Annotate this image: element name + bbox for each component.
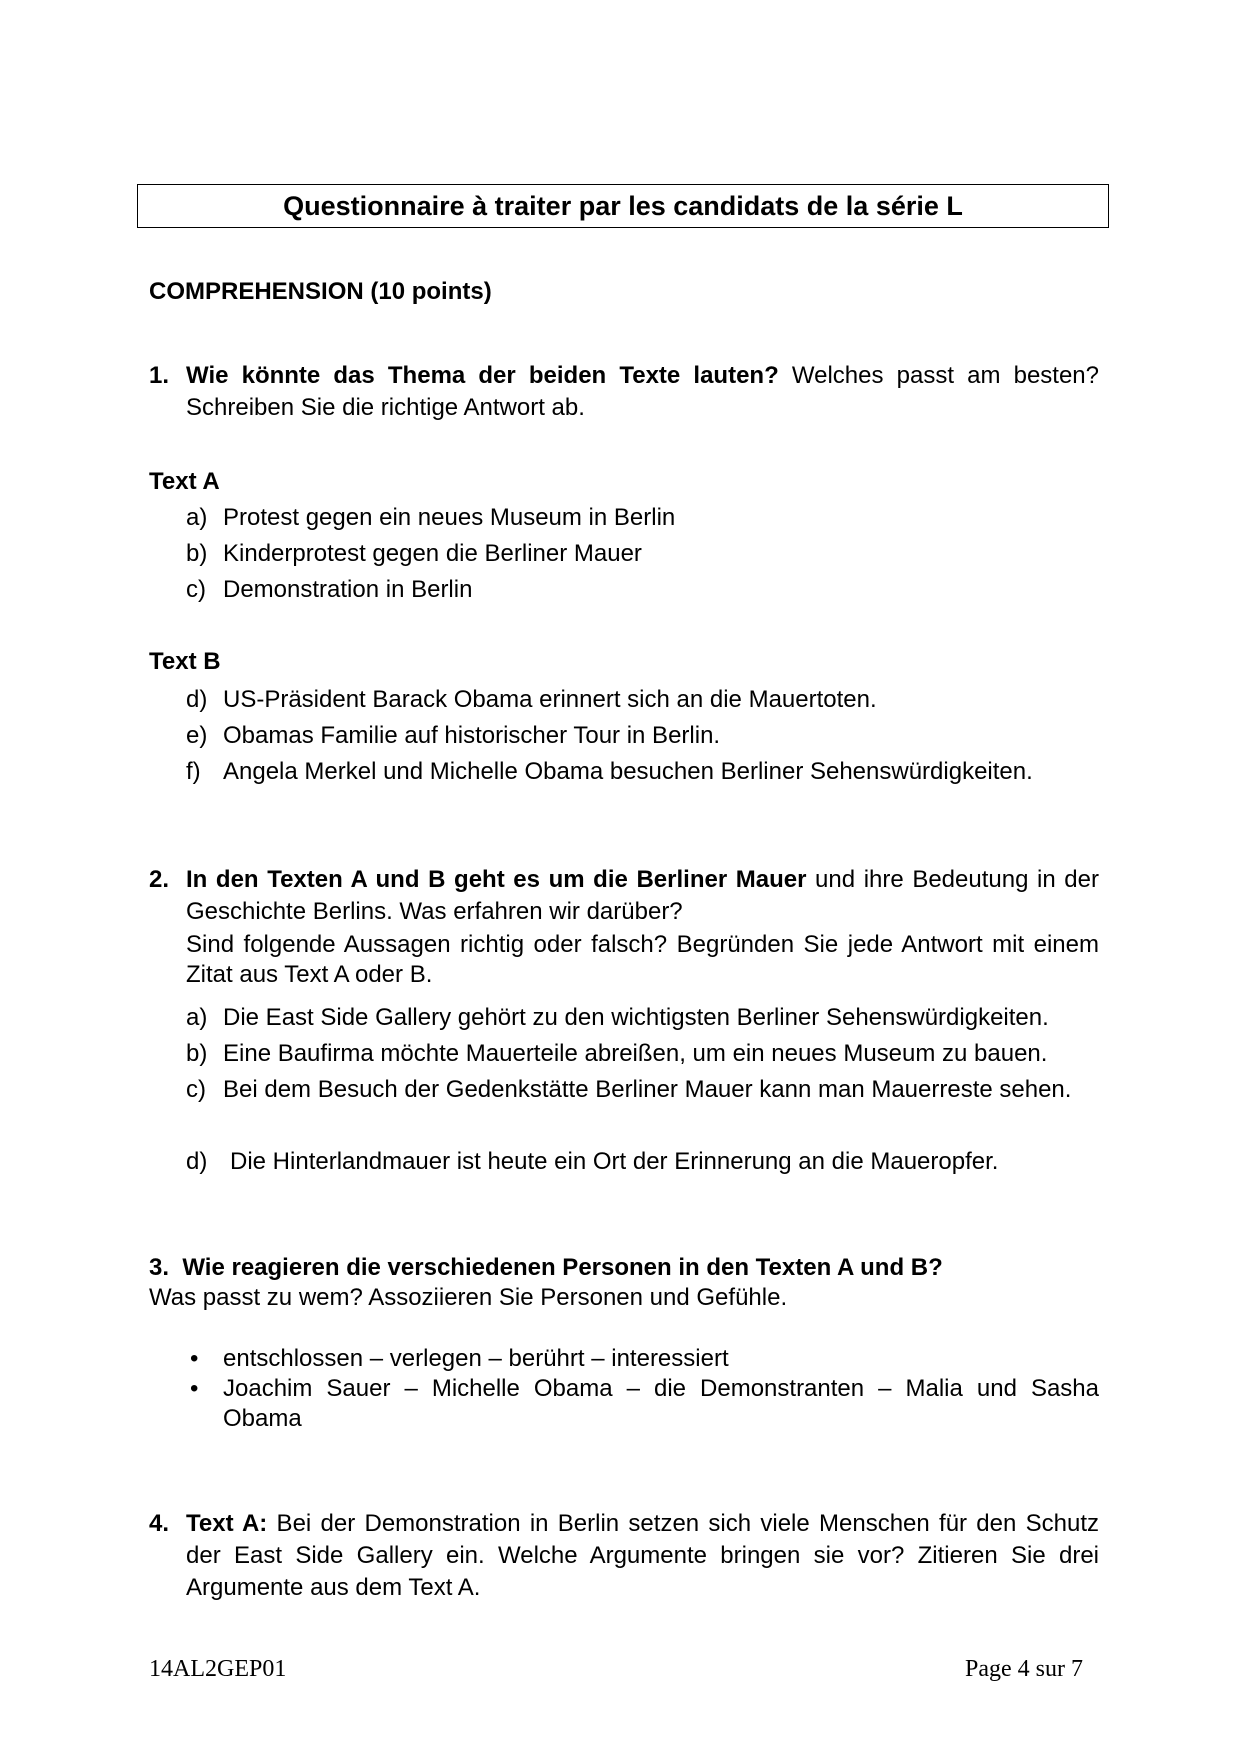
bullet-text: Joachim Sauer – Michelle Obama – die Demonstranten – Malia und Sasha Obama: [223, 1375, 1099, 1432]
option-text: US-Präsident Barack Obama erinnert sich an die Mauertoten.: [223, 686, 877, 713]
question-number: 3.: [149, 1254, 170, 1281]
question-instruction: Sind folgende Aussagen richtig oder falsch? Begründen Sie jede Antwort mit einem Zitat aus Text A oder B.: [186, 931, 1099, 988]
option-label: a): [186, 504, 208, 531]
question-2: [149, 864, 1099, 990]
question-text: und ihre Bedeutung in der Geschichte Berlins. Was erfahren wir darüber?: [186, 866, 1099, 925]
section-heading: COMPREHENSION (10 points): [149, 278, 492, 305]
question-1: [149, 360, 1099, 424]
list-item: [186, 538, 1099, 570]
option-label: b): [186, 1040, 208, 1067]
page-number: Page 4 sur 7: [965, 1656, 1083, 1682]
list-item: [186, 756, 1099, 788]
question-text: Welches passt am besten?: [778, 362, 1100, 389]
option-text: Kinderprotest gegen die Berliner Mauer: [223, 540, 642, 567]
option-text: Obamas Familie auf historischer Tour in Berlin.: [223, 722, 721, 749]
question-4: [149, 1508, 1099, 1604]
list-item: [186, 1344, 1099, 1374]
list-item: [186, 684, 1099, 716]
bullet-text: entschlossen – verlegen – berührt – interessiert: [223, 1345, 729, 1372]
option-text: Protest gegen ein neues Museum in Berlin: [223, 504, 676, 531]
document-code: 14AL2GEP01: [149, 1656, 287, 1682]
question-number: 2.: [149, 866, 170, 893]
bullet-icon: •: [190, 1345, 199, 1372]
question-instruction: Was passt zu wem? Assoziieren Sie Personen und Gefühle.: [149, 1284, 788, 1311]
option-text: Angela Merkel und Michelle Obama besuchen Berliner Sehenswürdigkeiten.: [223, 758, 1033, 785]
option-text: Bei dem Besuch der Gedenkstätte Berliner Mauer kann man Mauerreste sehen.: [223, 1076, 1072, 1103]
list-item: [186, 1002, 1099, 1034]
option-label: e): [186, 722, 208, 749]
list-item: [186, 720, 1099, 752]
question-instruction: Schreiben Sie die richtige Antwort ab.: [186, 394, 585, 421]
option-text: Die Hinterlandmauer ist heute ein Ort der Erinnerung an die Maueropfer.: [230, 1148, 999, 1175]
title-box: [137, 184, 1109, 228]
option-label: f): [186, 758, 201, 785]
option-label: d): [186, 1148, 208, 1175]
list-item: [186, 1074, 1099, 1106]
bullet-icon: •: [190, 1375, 199, 1402]
option-label: d): [186, 686, 208, 713]
question-3: [149, 1252, 1099, 1312]
question-bold: In den Texten A und B geht es um die Berliner Mauer: [186, 866, 807, 893]
list-item: [186, 1374, 1099, 1434]
text-b-label: Text B: [149, 648, 221, 675]
option-label: a): [186, 1004, 208, 1031]
question-number: 1.: [149, 362, 170, 389]
list-item: [186, 1146, 1099, 1178]
text-a-label: Text A: [149, 468, 220, 495]
question-bold: Wie reagieren die verschiedenen Personen in den Texten A und B?: [182, 1254, 943, 1281]
question-text: Bei der Demonstration in Berlin setzen sich viele Menschen für den Schutz der East Side Gallery ein. Welche Argumente bringen sie vor? Zitieren Sie drei Argumente aus dem Text A.: [186, 1510, 1099, 1601]
list-item: [186, 574, 1099, 606]
question-number: 4.: [149, 1510, 170, 1537]
page-title: Questionnaire à traiter par les candidats de la série L: [283, 190, 963, 221]
list-item: [186, 502, 1099, 534]
option-label: c): [186, 1076, 206, 1103]
option-text: Demonstration in Berlin: [223, 576, 473, 603]
option-label: c): [186, 576, 206, 603]
question-bold: Wie könnte das Thema der beiden Texte lauten?: [186, 362, 779, 389]
option-label: b): [186, 540, 208, 567]
option-text: Eine Baufirma möchte Mauerteile abreißen, um ein neues Museum zu bauen.: [223, 1040, 1048, 1067]
option-text: Die East Side Gallery gehört zu den wichtigsten Berliner Sehenswürdigkeiten.: [223, 1004, 1049, 1031]
question-bold: Text A:: [186, 1510, 268, 1537]
list-item: [186, 1038, 1099, 1070]
